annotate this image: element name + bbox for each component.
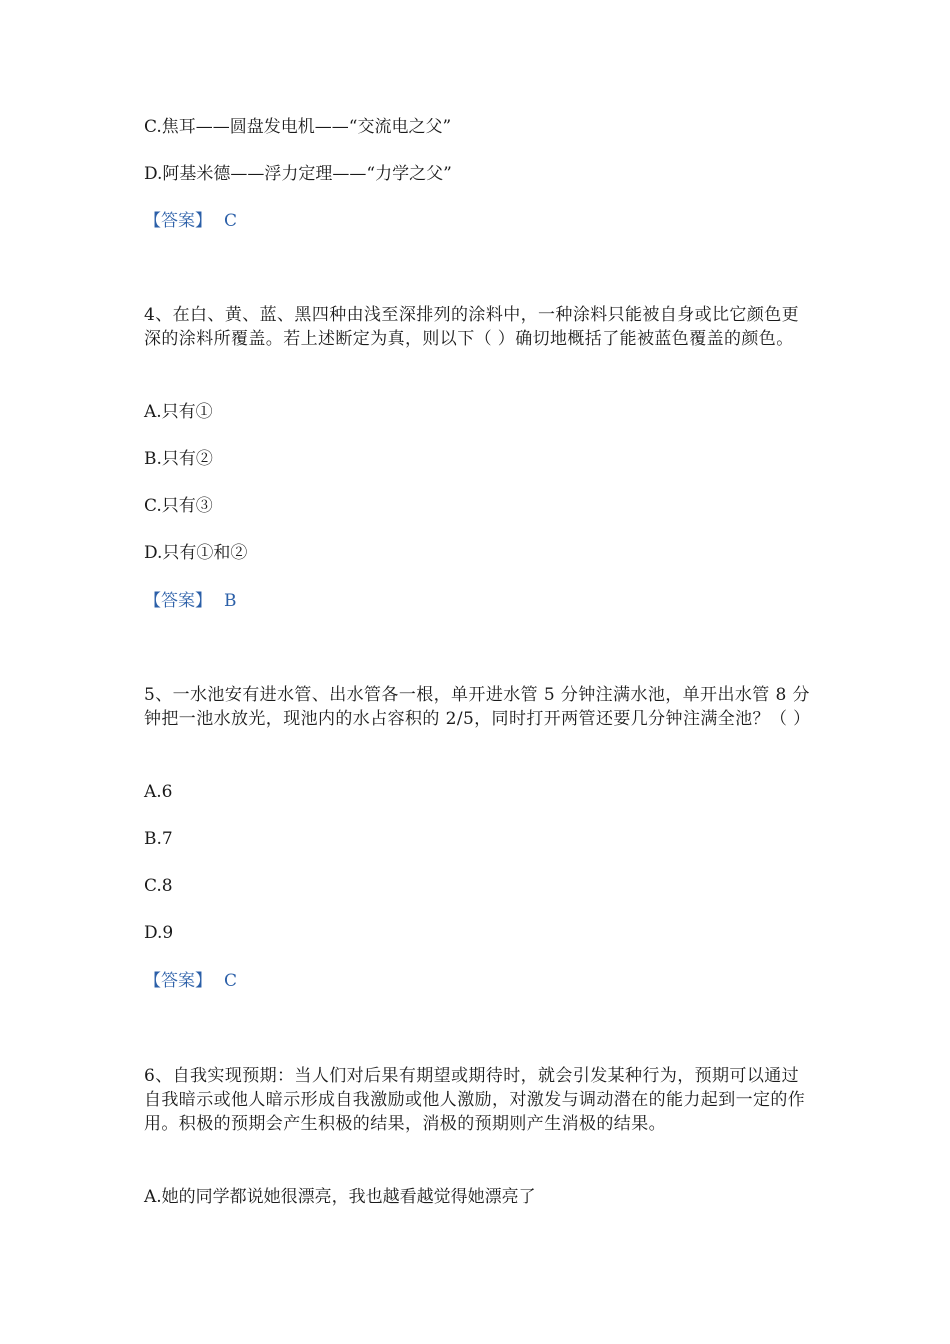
- q5-option-b: B.7: [144, 829, 173, 849]
- answer-value: C: [224, 211, 238, 231]
- q5-option-d: D.9: [144, 923, 174, 943]
- q4-option-a: A.只有①: [144, 402, 213, 422]
- answer-label: 【答案】: [144, 211, 212, 231]
- answer-label: 【答案】: [144, 591, 212, 611]
- q4-stem: 4、在白、黄、蓝、黑四种由浅至深排列的涂料中，一种涂料只能被自身或比它颜色更深的涂料所覆盖。若上述断定为真，则以下（ ）确切地概括了能被蓝色覆盖的颜色。: [144, 305, 800, 349]
- answer-label: 【答案】: [144, 971, 212, 991]
- answer-value: B: [224, 591, 237, 611]
- q4-answer: [144, 589, 237, 613]
- q3-option-c: C.焦耳——圆盘发电机——“交流电之父”: [144, 117, 452, 137]
- q4-option-b: B.只有②: [144, 449, 213, 469]
- q3-option-d: D.阿基米德——浮力定理——“力学之父”: [144, 164, 452, 184]
- q5-stem: 5、一水池安有进水管、出水管各一根，单开进水管 5 分钟注满水池，单开出水管 8 分钟把一池水放光，现池内的水占容积的 2/5，同时打开两管还要几分钟注满全池？（ ）: [144, 685, 811, 729]
- answer-value: C: [224, 971, 238, 991]
- q5-option-a: A.6: [144, 782, 173, 802]
- q4-option-d: D.只有①和②: [144, 543, 248, 563]
- q5-answer: [144, 969, 237, 993]
- q3-answer: [144, 209, 237, 233]
- q6-stem: 6、自我实现预期：当人们对后果有期望或期待时，就会引发某种行为，预期可以通过自我暗示或他人暗示形成自我激励或他人激励，对激发与调动潜在的能力起到一定的作用。积极的预期会产生积极的结果，消极的预期则产生消极的结果。: [144, 1066, 806, 1134]
- q5-option-c: C.8: [144, 876, 173, 896]
- q6-option-a: A.她的同学都说她很漂亮，我也越看越觉得她漂亮了: [144, 1187, 536, 1207]
- q4-option-c: C.只有③: [144, 496, 213, 516]
